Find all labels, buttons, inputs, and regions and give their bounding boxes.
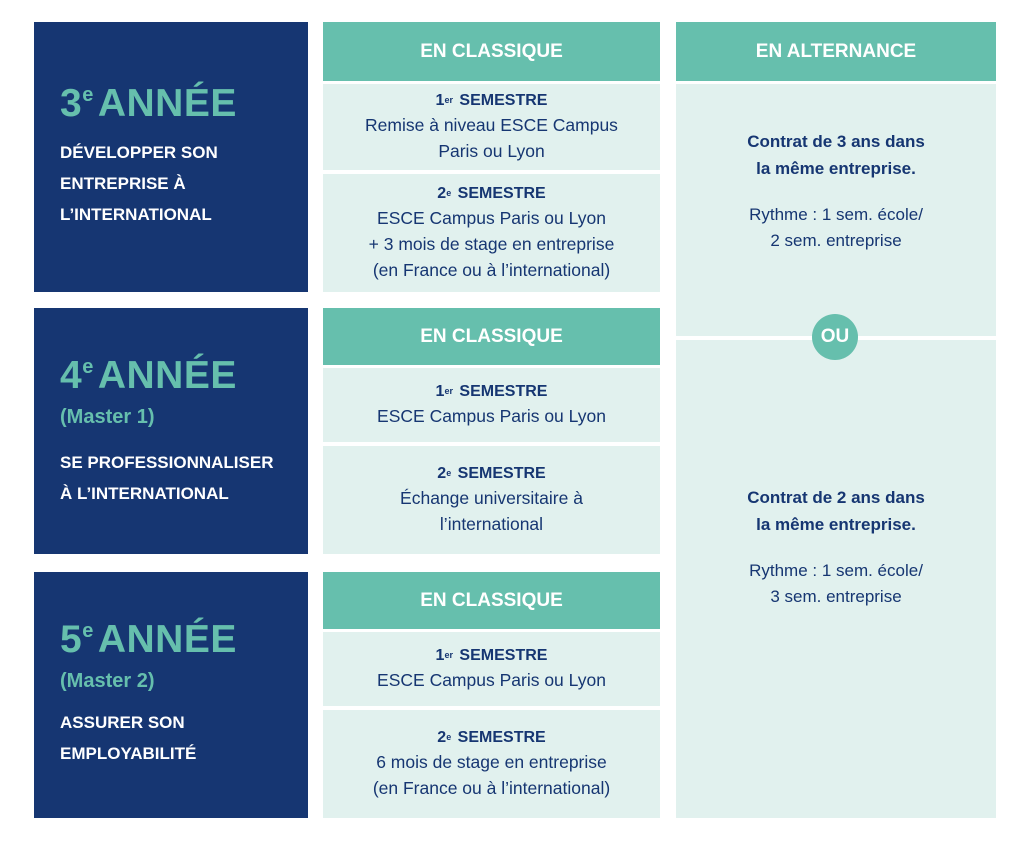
year-4-semester-2-cell xyxy=(323,446,660,554)
year-3-description: DÉVELOPPER SON ENTREPRISE À L’INTERNATIONAL xyxy=(60,143,218,224)
semester-number: 1 xyxy=(435,92,445,109)
alternance-heading: EN ALTERNANCE xyxy=(676,22,996,81)
semester-number: 1 xyxy=(435,647,445,664)
semester-label xyxy=(437,463,545,485)
year-5-semester-1-cell xyxy=(323,632,660,706)
year-4-semester-1-cell xyxy=(323,368,660,442)
year-3-title xyxy=(60,82,237,126)
semester-text: Remise à niveau ESCE Campus Paris ou Lyon xyxy=(365,115,618,161)
semester-text: ESCE Campus Paris ou Lyon xyxy=(377,670,606,690)
year-5-semester-2-cell xyxy=(323,710,660,818)
year-5-sup: e xyxy=(82,620,94,642)
semester-sup: e xyxy=(446,188,452,198)
classique-heading-year-3: EN CLASSIQUE xyxy=(323,22,660,81)
semester-label xyxy=(436,90,548,112)
semester-word: SEMESTRE xyxy=(457,185,546,202)
year-4-number: 4 xyxy=(60,354,83,397)
year-5-title xyxy=(60,618,237,662)
year-3-semester-1-cell xyxy=(323,84,660,170)
semester-text: Échange universitaire à l’international xyxy=(400,488,583,534)
alternance-contract-text: Contrat de 2 ans dans la même entreprise. xyxy=(747,488,925,534)
year-3-sup: e xyxy=(82,84,94,106)
alternance-option-1 xyxy=(676,84,996,336)
semester-number: 2 xyxy=(437,185,447,202)
semester-sup: e xyxy=(446,468,452,478)
semester-number: 1 xyxy=(435,383,445,400)
year-3-label: ANNÉE xyxy=(97,82,237,125)
alternance-contract-text: Contrat de 3 ans dans la même entreprise. xyxy=(747,132,925,178)
semester-word: SEMESTRE xyxy=(459,647,548,664)
year-4-block xyxy=(34,308,308,554)
year-5-subtitle: (Master 2) xyxy=(60,670,155,692)
semester-text: ESCE Campus Paris ou Lyon xyxy=(377,406,606,426)
year-4-title xyxy=(60,354,237,398)
semester-label xyxy=(436,381,548,403)
year-4-description: SE PROFESSIONNALISER À L’INTERNATIONAL xyxy=(60,453,274,503)
alternance-rhythm-text: Rythme : 1 sem. école/ 3 sem. entreprise xyxy=(749,561,923,606)
year-5-label: ANNÉE xyxy=(97,618,237,661)
semester-number: 2 xyxy=(437,465,447,482)
year-3-number: 3 xyxy=(60,82,83,125)
alternance-option-2 xyxy=(676,340,996,818)
year-5-block xyxy=(34,572,308,818)
year-5-number: 5 xyxy=(60,618,83,661)
semester-word: SEMESTRE xyxy=(457,729,546,746)
semester-word: SEMESTRE xyxy=(459,92,548,109)
alternance-rhythm-text: Rythme : 1 sem. école/ 2 sem. entreprise xyxy=(749,205,923,250)
semester-word: SEMESTRE xyxy=(459,383,548,400)
semester-label xyxy=(437,183,545,205)
year-3-semester-2-cell xyxy=(323,174,660,292)
year-3-block xyxy=(34,22,308,292)
semester-label xyxy=(436,645,548,667)
semester-word: SEMESTRE xyxy=(457,465,546,482)
semester-sup: er xyxy=(444,650,453,660)
semester-sup: e xyxy=(446,732,452,742)
semester-text: ESCE Campus Paris ou Lyon + 3 mois de stage en entreprise (en France ou à l’international) xyxy=(368,208,615,280)
year-4-sup: e xyxy=(82,356,94,378)
semester-text: 6 mois de stage en entreprise (en France ou à l’international) xyxy=(372,752,611,798)
semester-number: 2 xyxy=(437,729,447,746)
or-separator-badge: OU xyxy=(812,314,858,360)
classique-heading-year-5: EN CLASSIQUE xyxy=(323,572,660,629)
year-5-description: ASSURER SON EMPLOYABILITÉ xyxy=(60,713,197,763)
semester-sup: er xyxy=(444,95,453,105)
semester-label xyxy=(437,727,545,749)
year-4-label: ANNÉE xyxy=(97,354,237,397)
classique-heading-year-4: EN CLASSIQUE xyxy=(323,308,660,365)
semester-sup: er xyxy=(444,386,453,396)
year-4-subtitle: (Master 1) xyxy=(60,406,155,428)
